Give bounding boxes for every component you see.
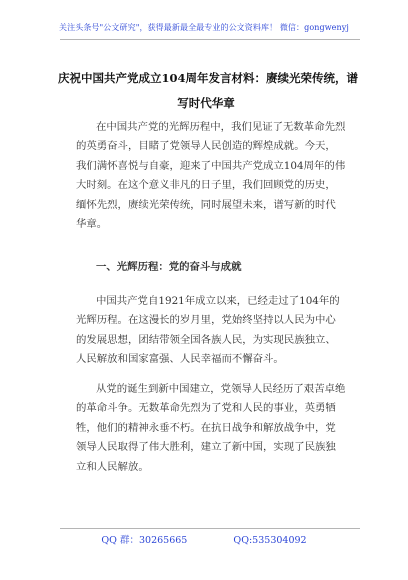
qq-group-number: QQ 群：30265665 [101, 535, 188, 546]
text-line: 在中国共产党的光辉历程中，我们见证了无数革命先烈 [96, 121, 346, 133]
text-line: 人民解放和国家富强、人民幸福而不懈奋斗。 [76, 353, 284, 366]
text-line: 的革命斗争。无数革命先烈为了党和人民的事业，英勇牺 [76, 402, 336, 415]
title-line: 写时代华章 [177, 96, 235, 110]
qq-number: QQ:535304092 [233, 535, 307, 546]
text-line: 立和人民解放。 [76, 460, 149, 473]
section-heading: 一、光辉历程：党的奋斗与成就 [96, 261, 242, 273]
text-line: 中国共产党自1921年成立以来，已经走过了104年的 [96, 295, 340, 307]
text-line: 华章。 [76, 218, 108, 231]
intro-paragraph [76, 118, 358, 234]
text-line: 缅怀先烈，赓续光荣传统，同时展望未来，谱写新的时代 [76, 198, 336, 211]
header-banner: 关注头条号"公文研究"，获得最新最全最专业的公文资料库！ 微信：gongwenyj [59, 23, 349, 32]
text-line: 大时刻。在这个意义非凡的日子里，我们回顾党的历史， [76, 179, 336, 192]
text-line: 的英勇奋斗，目睹了党领导人民创造的辉煌成就。今天， [76, 140, 336, 153]
text-line: 牲，他们的精神永垂不朽。在抗日战争和解放战争中，党 [76, 421, 336, 434]
text-line: 的发展思想，团结带领全国各族人民，为实现民族独立、 [76, 333, 336, 346]
header-divider [60, 39, 360, 40]
text-line: 领导人民取得了伟大胜利，建立了新中国，实现了民族独 [76, 441, 336, 454]
text-line: 光辉历程。在这漫长的岁月里，党始终坚持以人民为中心 [76, 314, 336, 327]
footer-divider [60, 528, 360, 529]
text-line: 从党的诞生到新中国建立，党领导人民经历了艰苦卓绝 [96, 383, 346, 395]
document-title [58, 66, 359, 116]
revolution-paragraph [76, 380, 358, 477]
history-paragraph [76, 292, 358, 370]
text-line: 我们满怀喜悦与自豪，迎来了中国共产党成立104周年的伟 [76, 159, 346, 172]
footer-contact [0, 532, 408, 546]
title-line: 庆祝中国共产党成立104周年发言材料：赓续光荣传统，谱 [58, 71, 359, 85]
